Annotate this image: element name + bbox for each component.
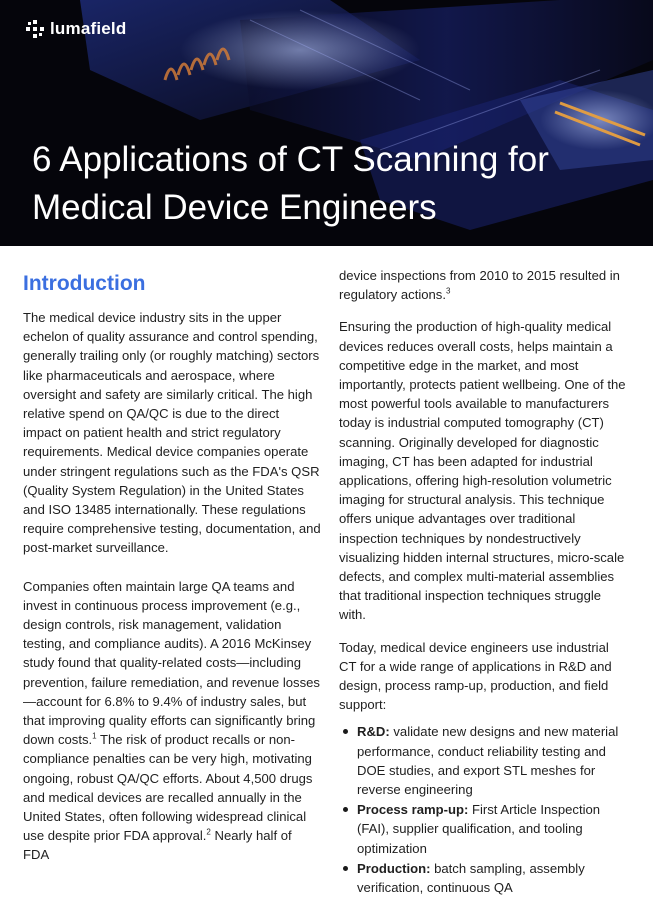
section-heading: Introduction bbox=[23, 272, 146, 295]
list-item-label: R&D: bbox=[357, 724, 390, 740]
intro-paragraph-2-text-a: Companies often maintain large QA teams and invest in continuous process improvement (e.g., design controls, risk management, validation testing, and compliance audits). A 2016 McKinsey study found that quality-related costs—including prevention, failure remediation, and revenue losses—account for 6.8% to 9.4% of industry sales, but that improving quality efforts can significantly bring down costs. bbox=[23, 578, 320, 748]
continued-paragraph-text: device inspections from 2010 to 2015 resulted in regulatory actions. bbox=[339, 268, 620, 303]
continued-paragraph bbox=[339, 266, 629, 304]
left-column bbox=[23, 246, 321, 865]
intro-paragraph-2 bbox=[23, 577, 321, 865]
footnote-ref-2[interactable]: 2 bbox=[206, 827, 211, 837]
brand-logo[interactable] bbox=[26, 19, 126, 39]
intro-paragraph-1: The medical device industry sits in the upper echelon of quality assurance and control spending, generally trailing only (or roughly matching) sectors like pharmaceuticals and aerospace, where oversight and safety are similarly critical. The high relative spend on QA/QC is due to the direct impact on patient health and strict regulatory requirements. Medical device companies operate under stringent regulations such as the FDA's QSR (Quality System Regulation) in the United States and ISO 13485 internationally. These regulations require comprehensive testing, documentation, and post-market surveillance. bbox=[23, 310, 321, 556]
bullet-icon bbox=[343, 729, 348, 734]
list-item-text: batch sampling, assembly verification, continuous QA bbox=[357, 860, 585, 896]
article-body bbox=[0, 246, 653, 896]
list-item bbox=[339, 859, 629, 897]
list-item-label: Production: bbox=[357, 860, 431, 876]
ct-paragraph: Ensuring the production of high-quality medical devices reduces overall costs, helps maintain a competitive edge in the market, and most importantly, protects patient wellbeing. One of the most powerful tools available to manufacturers today is industrial computed tomography (CT) scanning. Originally developed for diagnostic imaging, CT has been adapted for industrial applications, offering high-resolution volumetric imaging for structural analysis. This technique offers unique advantages over traditional inspection techniques by nondestructively visualizing hidden internal structures, micro-scale defects, and complex multi-material assemblies that traditional inspection techniques struggle with. bbox=[339, 319, 626, 623]
right-column bbox=[339, 266, 629, 898]
list-item-text: validate new designs and new material performance, conduct reliability testing and DOE studies, and export STL meshes for reverse engineering bbox=[357, 724, 619, 798]
list-item-label: Process ramp-up: bbox=[357, 802, 469, 818]
hero-banner bbox=[0, 0, 653, 246]
list-item-text: First Article Inspection (FAI), supplier qualification, and tooling optimization bbox=[357, 802, 601, 856]
lumafield-logo-icon bbox=[26, 20, 44, 38]
list-item bbox=[339, 800, 629, 858]
logo-text: lumafield bbox=[50, 19, 127, 38]
list-item bbox=[339, 722, 629, 799]
page-title-line-1: 6 Applications of CT Scanning for bbox=[32, 140, 549, 179]
bullet-icon bbox=[343, 866, 348, 871]
intro-paragraph-2-text-b: The risk of product recalls or non-compliance penalties can be very high, motivating ongoing, robust QA/QC efforts. About 4,500 drugs and medical devices are recalled annually in the United States, often following widespread clinical use despite prior FDA approval. bbox=[23, 732, 313, 844]
applications-paragraph: Today, medical device engineers use industrial CT for a wide range of applications in R&D and design, process ramp-up, production, and field support: bbox=[339, 639, 612, 713]
bullet-icon bbox=[343, 807, 348, 812]
footnote-ref-1[interactable]: 1 bbox=[92, 731, 97, 741]
page-title bbox=[32, 136, 632, 232]
page-title-line-2: Medical Device Engineers bbox=[32, 188, 437, 227]
footnote-ref-3[interactable]: 3 bbox=[446, 286, 451, 296]
applications-list bbox=[339, 722, 629, 897]
intro-paragraph-2-text-c: Nearly half of FDA bbox=[23, 828, 292, 863]
